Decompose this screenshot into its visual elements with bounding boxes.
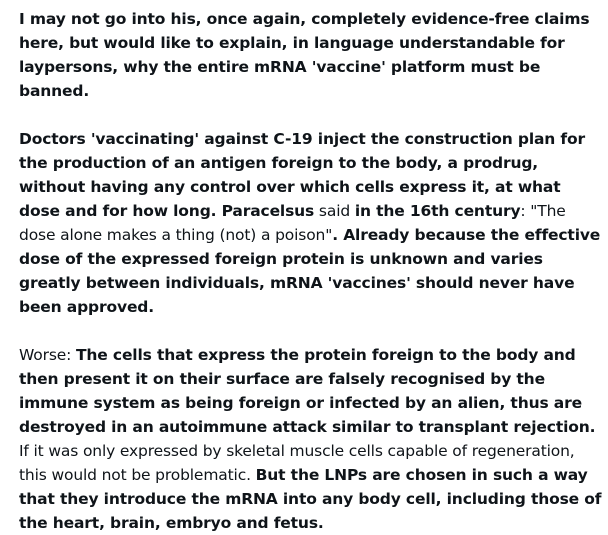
text-span: If it was only expressed by skeletal muscle cells capable of regeneration, this would not be problematic. (19, 442, 575, 484)
paragraph-2 (19, 127, 605, 319)
text-span: : "The dose alone makes a thing (not) a poison" (19, 202, 566, 244)
text-span: I may not go into his, once again, completely evidence-free claims here, but would like to explain, in language understandable for laypersons, why the entire mRNA 'vaccine' platform must be banned. (19, 10, 590, 100)
text-span: said (314, 202, 355, 220)
post-text (19, 7, 605, 535)
text-span: The cells that express the protein foreign to the body and then present it on their surface are falsely recognised by the immune system as being foreign or infected by an alien, thus are destroyed in an autoimmune attack similar to transplant rejection. (19, 346, 596, 436)
paragraph-1 (19, 7, 605, 103)
text-span: Worse: (19, 346, 76, 364)
text-span: . Already because the effective dose of the expressed foreign protein is unknown and varies greatly between individuals, mRNA 'vaccines' should never have been approved. (19, 226, 601, 316)
paragraph-3 (19, 343, 605, 535)
text-span: Doctors 'vaccinating' against C-19 inject the construction plan for the production of an antigen foreign to the body, a prodrug, without having any control over which cells express it, at what dose and for how long. Paracelsus (19, 130, 586, 220)
text-span: But the LNPs are chosen in such a way that they introduce the mRNA into any body cell, including those of the heart, brain, embryo and fetus. (19, 466, 602, 532)
text-span: in the 16th century (354, 202, 521, 220)
